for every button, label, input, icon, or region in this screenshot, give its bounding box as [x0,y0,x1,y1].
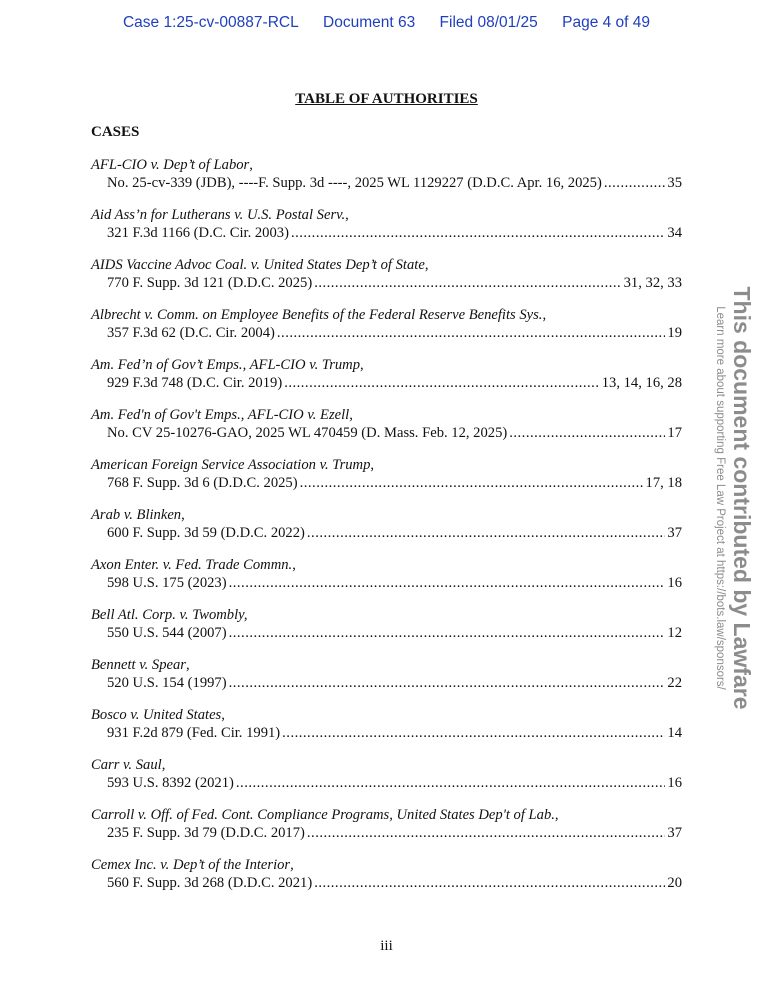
citation: 931 F.2d 879 (Fed. Cir. 1991) [107,725,281,741]
authority-entry [91,656,682,706]
citation-line [91,174,682,192]
page-references: 12 [667,625,682,641]
citation-line [91,224,682,242]
dot-leader [307,824,666,842]
citation-line [91,674,682,692]
case-name-line [91,606,682,624]
authority-entry [91,456,682,506]
watermark-title: This document contributed by Lawfare [729,286,755,710]
page-references: 16 [667,775,682,791]
citation-line [91,574,682,592]
case-name: Bosco v. United States [91,707,222,723]
case-name: Bennett v. Spear [91,657,186,673]
watermark [705,286,763,710]
citation: No. 25-cv-339 (JDB), ----F. Supp. 3d ----, 2025 WL 1129227 (D.D.C. Apr. 16, 2025) [107,175,602,191]
case-name: Albrecht v. Comm. on Employee Benefits of the Federal Reserve Benefits Sys. [91,307,543,323]
citation-line [91,524,682,542]
citation: 600 F. Supp. 3d 59 (D.D.C. 2022) [107,525,305,541]
dot-leader [229,574,666,592]
page-references: 17 [667,425,682,441]
dot-leader [291,224,665,242]
case-name-punctuation: , [185,657,190,673]
citation: 560 F. Supp. 3d 268 (D.D.C. 2021) [107,875,313,891]
case-name-punctuation: , [424,257,429,273]
citation-line [91,374,682,392]
case-name-line [91,556,682,574]
citation: 929 F.3d 748 (D.C. Cir. 2019) [107,375,283,391]
authority-entry [91,506,682,556]
case-name-punctuation: , [292,557,296,573]
case-name: Am. Fed'n of Gov't Emps., AFL-CIO v. Ezell [91,407,350,423]
dot-leader [229,624,666,642]
authority-entry [91,156,682,206]
citation: 520 U.S. 154 (1997) [107,675,227,691]
case-name-line [91,756,682,774]
citation-line [91,874,682,892]
page-references: 22 [667,675,682,691]
dot-leader [229,674,666,692]
citation-line [91,724,682,742]
page-indicator: Page 4 of 49 [562,14,651,31]
citation-line [91,824,682,842]
citation-line [91,774,682,792]
page-references: 17, 18 [645,475,682,491]
case-name-punctuation: , [554,807,559,823]
page-references: 35 [667,175,682,191]
case-name: Axon Enter. v. Fed. Trade Commn. [91,557,293,573]
page-references: 34 [667,225,682,241]
page-references: 16 [667,575,682,591]
case-name-line [91,206,682,224]
authority-entry [91,356,682,406]
dot-leader [284,374,600,392]
dot-leader [300,474,644,492]
case-name-line [91,506,682,524]
case-name: Aid Ass’n for Lutherans v. U.S. Postal Serv. [91,207,346,223]
citation: 357 F.3d 62 (D.C. Cir. 2004) [107,325,275,341]
citation: 593 U.S. 8392 (2021) [107,775,234,791]
case-name-line [91,406,682,424]
dot-leader [277,324,666,342]
case-name-line [91,706,682,724]
case-name-line [91,656,682,674]
authorities-list [91,156,682,906]
authority-entry [91,806,682,856]
case-name: Carr v. Saul [91,757,162,773]
case-name: Arab v. Blinken [91,507,182,523]
case-name: Cemex Inc. v. Dep’t of the Interior [91,857,291,873]
authority-entry [91,206,682,256]
citation: 550 U.S. 544 (2007) [107,625,227,641]
authority-entry [91,406,682,456]
case-name: AFL-CIO v. Dep’t of Labor [91,157,250,173]
case-name: Carroll v. Off. of Fed. Cont. Compliance Programs, United States Dep't of Lab. [91,807,555,823]
case-number: Case 1:25-cv-00887-RCL [122,14,299,31]
page-references: 14 [667,725,682,741]
dot-leader [236,774,666,792]
case-name-punctuation: , [221,707,225,723]
citation: 598 U.S. 175 (2023) [107,575,227,591]
authority-entry [91,856,682,906]
citation-line [91,474,682,492]
page-references: 37 [667,525,682,541]
case-name-line [91,806,682,824]
authority-entry [91,306,682,356]
page-references: 13, 14, 16, 28 [601,375,682,391]
page-references: 37 [667,825,682,841]
authority-entry [91,706,682,756]
page-references: 20 [667,875,682,891]
case-name-line [91,306,682,324]
authority-entry [91,556,682,606]
case-name-punctuation: , [542,307,547,323]
case-name-punctuation: , [370,457,375,473]
page-number: iii [380,938,393,954]
authority-entry [91,606,682,656]
case-name: Bell Atl. Corp. v. Twombly, [91,607,248,623]
citation-line [91,624,682,642]
case-name-line [91,156,682,174]
citation-line [91,324,682,342]
case-name-line [91,256,682,274]
citation: 235 F. Supp. 3d 79 (D.D.C. 2017) [107,825,305,841]
case-name-line [91,356,682,374]
document-number: Document 63 [323,14,416,31]
case-name-punctuation: , [249,157,253,173]
citation-line [91,424,682,442]
section-heading: CASES [91,124,140,140]
case-name-line [91,456,682,474]
docket-header [0,14,773,32]
case-name-punctuation: , [290,857,294,873]
citation-line [91,274,682,292]
citation: 770 F. Supp. 3d 121 (D.D.C. 2025) [107,275,313,291]
case-name-line [91,856,682,874]
case-name-punctuation: , [345,207,349,223]
case-name: AIDS Vaccine Advoc Coal. v. United States Dep’t of State [91,257,425,273]
citation: 768 F. Supp. 3d 6 (D.D.C. 2025) [107,475,298,491]
dot-leader [282,724,665,742]
case-name-punctuation: , [360,357,364,373]
dot-leader [314,874,665,892]
case-name-punctuation: , [349,407,353,423]
watermark-subtitle: Learn more about supporting Free Law Project at https://bots.law/sponsors/ [714,306,726,690]
page-references: 19 [667,325,682,341]
dot-leader [314,274,621,292]
dot-leader [604,174,666,192]
case-name: American Foreign Service Association v. Trump [91,457,371,473]
filed-date: Filed 08/01/25 [439,14,538,31]
dot-leader [307,524,666,542]
dot-leader [509,424,665,442]
citation: No. CV 25-10276-GAO, 2025 WL 470459 (D. Mass. Feb. 12, 2025) [107,425,508,441]
case-name-punctuation: , [181,507,185,523]
authority-entry [91,256,682,306]
case-name: Am. Fed’n of Gov’t Emps., AFL-CIO v. Trump [91,357,361,373]
page-title: TABLE OF AUTHORITIES [295,91,478,107]
case-name-punctuation: , [161,757,166,773]
citation: 321 F.3d 1166 (D.C. Cir. 2003) [107,225,289,241]
page-references: 31, 32, 33 [623,275,682,291]
authority-entry [91,756,682,806]
